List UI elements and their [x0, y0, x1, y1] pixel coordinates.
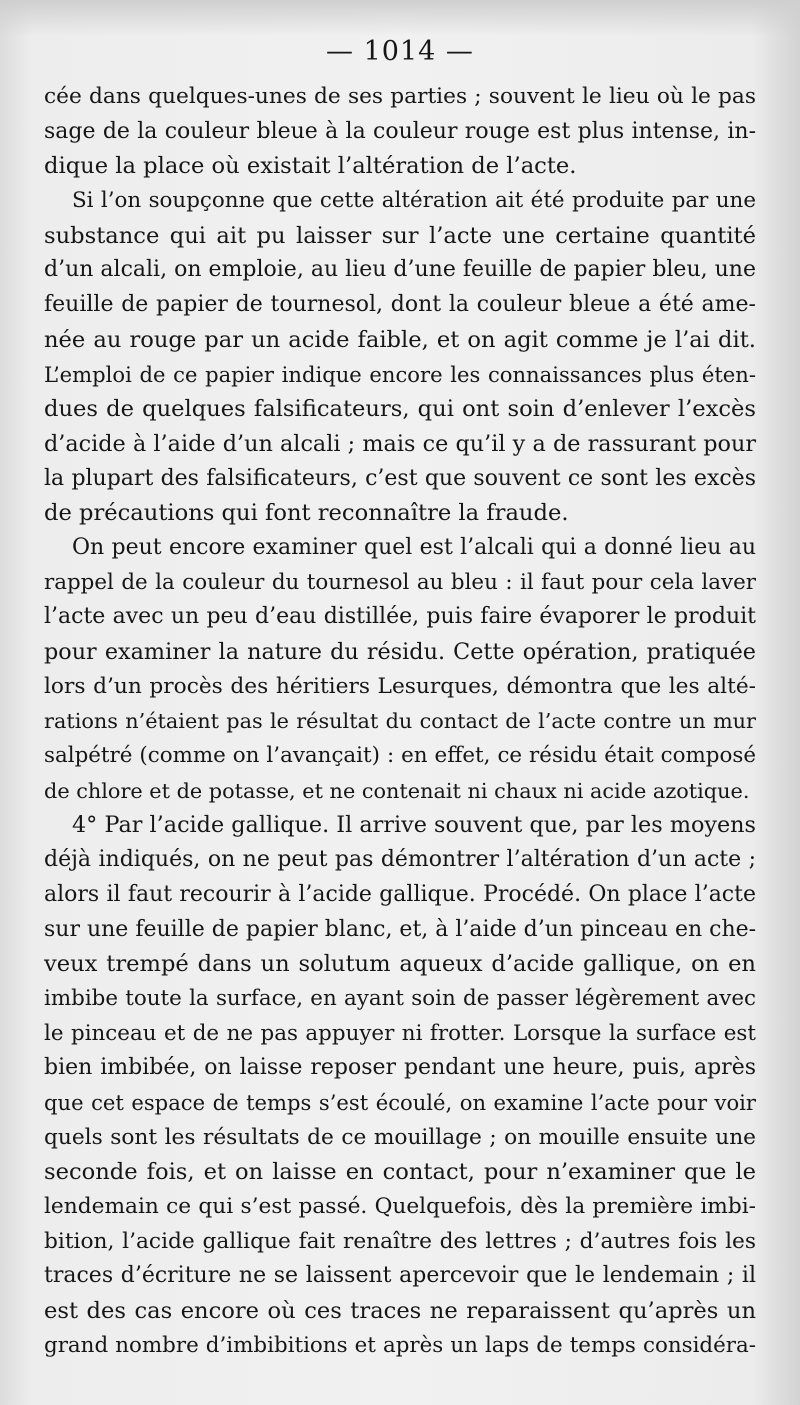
text-line: veux trempé dans un solutum aqueux d’acide gallique, on en: [44, 951, 756, 978]
text-line: le pinceau et de ne pas appuyer ni frotter. Lorsque la surface est: [44, 1020, 756, 1046]
text-line: de précautions qui font reconnaître la fraude.: [44, 500, 569, 527]
text-line: quels sont les résultats de ce mouillage ; on mouille ensuite une: [44, 1124, 756, 1150]
text-line: l’acte avec un peu d’eau distillée, puis faire évaporer le produit: [44, 604, 756, 630]
text-line: traces d’écriture ne se laissent apercevoir que le lendemain ; il: [44, 1263, 756, 1289]
text-line: substance qui ait pu laisser sur l’acte une certaine quantité: [44, 222, 756, 249]
text-line: rations n’étaient pas le résultat du contact de l’acte contre un mur: [44, 709, 756, 734]
text-line: d’acide à l’aide d’un alcali ; mais ce qu’il y a de rassurant pour: [44, 430, 756, 457]
text-line: dues de quelques falsificateurs, qui ont soin d’enlever l’excès: [44, 396, 756, 423]
text-line: imbibe toute la surface, en ayant soin de passer légèrement avec: [44, 985, 756, 1011]
text-line: salpétré (comme on l’avançait) : en effet, ce résidu était composé: [44, 743, 756, 769]
text-line: sage de la couleur bleue à la couleur rouge est plus intense, in-: [44, 118, 756, 144]
text-line: née au rouge par un acide faible, et on agit comme je l’ai dit.: [44, 326, 756, 353]
page-number: — 1014 —: [326, 36, 474, 67]
text-line: est des cas encore où ces traces ne reparaissent qu’après un: [44, 1298, 756, 1325]
text-line: bien imbibée, on laisse reposer pendant une heure, puis, après: [44, 1055, 756, 1081]
text-line: Si l’on soupçonne que cette altération ait été produite par une: [72, 188, 756, 214]
text-line: la plupart des falsificateurs, c’est que souvent ce sont les excès: [44, 465, 756, 491]
text-line: d’un alcali, on emploie, au lieu d’une feuille de papier bleu, une: [44, 257, 756, 283]
text-line: feuille de papier de tournesol, dont la couleur bleue a été ame-: [44, 292, 756, 318]
text-line: sur une feuille de papier blanc, et, à l’aide d’un pinceau en che-: [44, 916, 757, 942]
text-line: On peut encore examiner quel est l’alcali qui a donné lieu au: [72, 534, 756, 560]
text-line: bition, l’acide gallique fait renaître des lettres ; d’autres fois les: [44, 1228, 756, 1254]
text-line: déjà indiqués, on ne peut pas démontrer l’altération d’un acte ;: [44, 847, 756, 873]
body-text: [44, 80, 756, 1363]
text-line: pour examiner la nature du résidu. Cette opération, pratiquée: [44, 639, 756, 665]
text-line: de chlore et de potasse, et ne contenait ni chaux ni acide azotique.: [44, 778, 750, 803]
text-line: L’emploi de ce papier indique encore les connaissances plus éten-: [44, 361, 756, 387]
text-line: alors il faut recourir à l’acide gallique. Procédé. On place l’acte: [44, 881, 756, 907]
text-line: que cet espace de temps s’est écoulé, on examine l’acte pour voir: [44, 1089, 756, 1115]
text-line: grand nombre d’imbibitions et après un laps de temps considéra-: [44, 1332, 756, 1358]
text-line: 4° Par l’acide gallique. Il arrive souvent que, par les moyens: [72, 812, 756, 839]
text-line: lendemain ce qui s’est passé. Quelquefois, dès la première imbi-: [44, 1194, 756, 1219]
text-line: cée dans quelques-unes de ses parties ; souvent le lieu où le pas: [44, 84, 756, 109]
text-line: rappel de la couleur du tournesol au bleu : il faut pour cela laver: [44, 569, 756, 595]
text-line: lors d’un procès des héritiers Lesurques, démontra que les alté-: [44, 673, 756, 699]
text-line: dique la place où existait l’altération de l’acte.: [44, 153, 577, 180]
text-line: seconde fois, et on laisse en contact, pour n’examiner que le: [44, 1159, 756, 1186]
